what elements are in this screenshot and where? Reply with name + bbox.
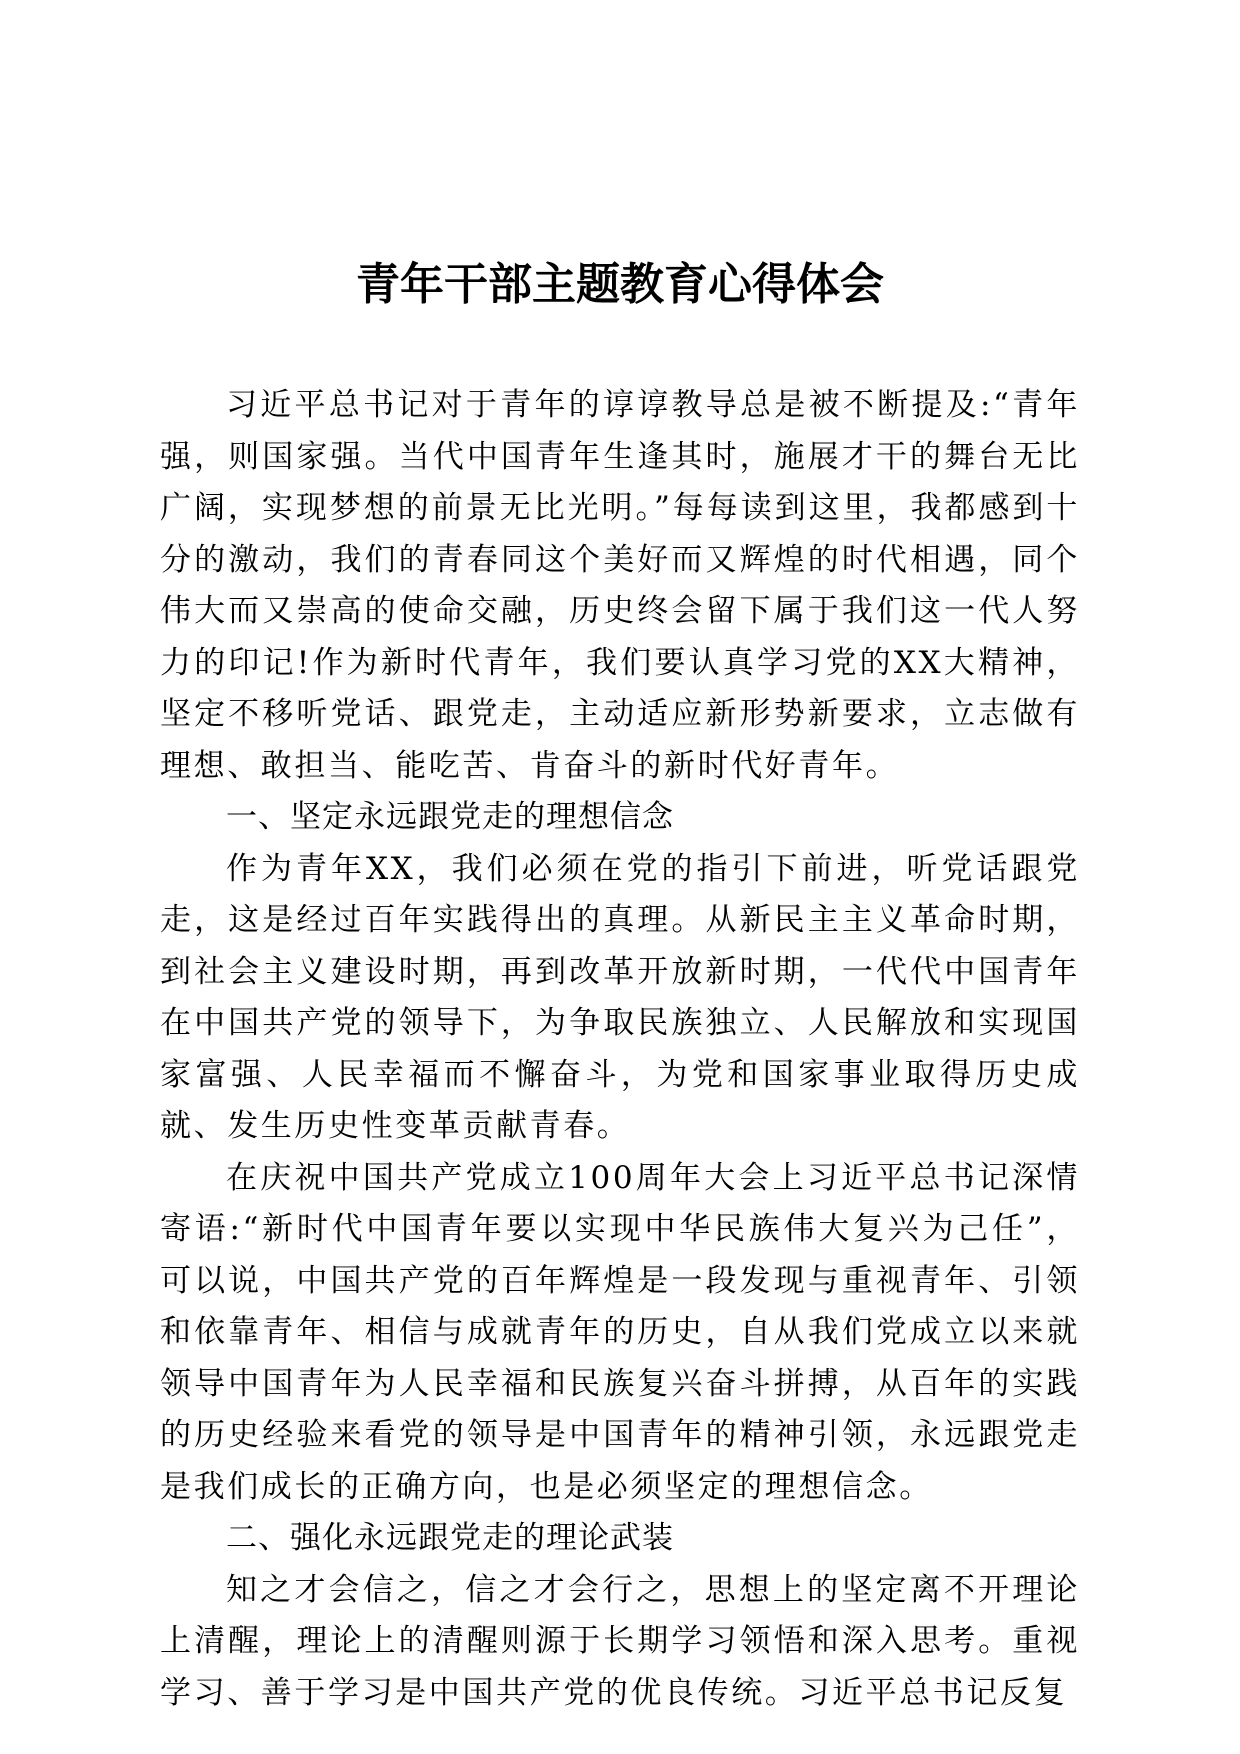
section-heading-1: 一、坚定永远跟党走的理想信念 — [226, 799, 674, 835]
document-body — [160, 380, 1080, 1719]
section-1-paragraph-1: 作为青年XX，我们必须在党的指引下前进，听党话跟党走，这是经过百年实践得出的真理。从新民主主义革命时期，到社会主义建设时期，再到改革开放新时期，一代代中国青年在中国共产党的领导下，为争取民族独立、人民解放和实现国家富强、人民幸福而不懈奋斗，为党和国家事业取得历史成就、发生历史性变革贡献青春。 — [160, 850, 1080, 1144]
section-1-paragraph-2: 在庆祝中国共产党成立100周年大会上习近平总书记深情寄语:“新时代中国青年要以实现中华民族伟大复兴为己任”，可以说，中国共产党的百年辉煌是一段发现与重视青年、引领和依靠青年、相信与成就青年的历史，自从我们党成立以来就领导中国青年为人民幸福和民族复兴奋斗拼搏，从百年的实践的历史经验来看党的领导是中国青年的精神引领，永远跟党走是我们成长的正确方向，也是必须坚定的理想信念。 — [160, 1159, 1080, 1505]
section-2-paragraph-1: 知之才会信之，信之才会行之，思想上的坚定离不开理论上清醒，理论上的清醒则源于长期学习领悟和深入思考。重视学习、善于学习是中国共产党的优良传统。习近平总书记反复 — [160, 1571, 1080, 1711]
document-title: 青年干部主题教育心得体会 — [356, 259, 884, 310]
section-heading-2: 二、强化永远跟党走的理论武装 — [226, 1520, 674, 1556]
intro-paragraph: 习近平总书记对于青年的谆谆教导总是被不断提及:“青年强，则国家强。当代中国青年生逢其时，施展才干的舞台无比广阔，实现梦想的前景无比光明。”每每读到这里，我都感到十分的激动，我们的青春同这个美好而又辉煌的时代相遇，同个伟大而又崇高的使命交融，历史终会留下属于我们这一代人努力的印记!作为新时代青年，我们要认真学习党的XX大精神，坚定不移听党话、跟党走，主动适应新形势新要求，立志做有理想、敢担当、能吃苦、肯奋斗的新时代好青年。 — [160, 387, 1080, 784]
